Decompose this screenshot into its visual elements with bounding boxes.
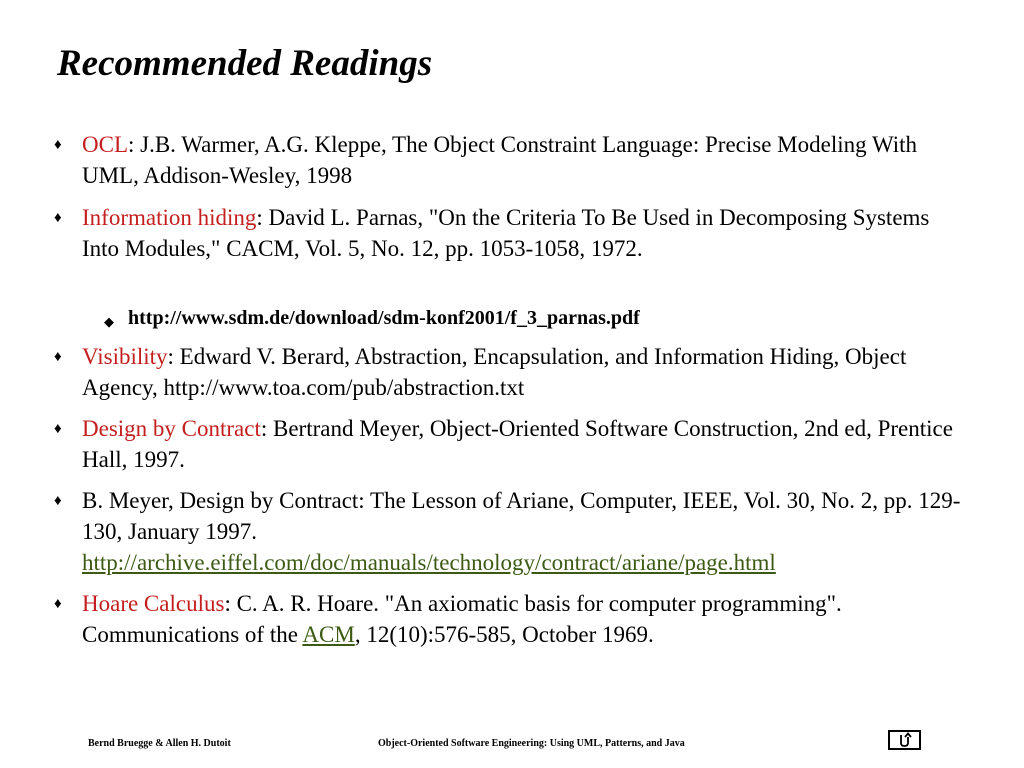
reading-term: OCL xyxy=(82,132,128,157)
reading-item-ariane xyxy=(54,485,962,578)
footer-authors: Bernd Bruegge & Allen H. Dutoit xyxy=(88,738,231,749)
parnas-pdf-url: http://www.sdm.de/download/sdm-konf2001/f_3_parnas.pdf xyxy=(128,307,640,329)
reading-term: Design by Contract xyxy=(82,416,261,441)
return-arrow-icon xyxy=(890,732,919,748)
reading-citation-end: , 12(10):576-585, October 1969. xyxy=(354,622,654,647)
reading-item-ocl xyxy=(54,129,962,191)
ariane-link[interactable]: http://archive.eiffel.com/doc/manuals/technology/contract/ariane/page.html xyxy=(82,550,776,575)
reading-citation: : Bertrand Meyer, Object-Oriented Software Construction, 2nd ed, Prentice Hall, 1997. xyxy=(82,416,953,472)
bullet-icon: ♦ xyxy=(54,596,62,612)
bullet-icon: ♦ xyxy=(54,349,62,365)
reading-citation: B. Meyer, Design by Contract: The Lesson of Ariane, Computer, IEEE, Vol. 30, No. 2, pp. 129-130, January 1997. xyxy=(82,488,961,544)
reading-term: Hoare Calculus xyxy=(82,591,225,616)
reading-item-information-hiding xyxy=(54,202,962,264)
reading-citation: : J.B. Warmer, A.G. Kleppe, The Object Constraint Language: Precise Modeling With UML, Addison-Wesley, 1998 xyxy=(82,132,918,188)
sub-bullet-icon: ◆ xyxy=(104,314,114,329)
reading-citation: : Edward V. Berard, Abstraction, Encapsulation, and Information Hiding, Object Agency, http://www.toa.com/pub/abstraction.txt xyxy=(82,344,907,400)
bullet-icon: ♦ xyxy=(54,493,62,509)
reading-citation: : David L. Parnas, "On the Criteria To Be Used in Decomposing Systems Into Modules," CACM, Vol. 5, No. 12, pp. 1053-1058, 1972. xyxy=(82,205,930,261)
reading-item-design-by-contract xyxy=(54,413,962,475)
reading-citation: : C. A. R. Hoare. "An axiomatic basis for computer programming". Communications of the xyxy=(82,591,842,647)
footer-book-title: Object-Oriented Software Engineering: Using UML, Patterns, and Java xyxy=(378,738,685,749)
bullet-icon: ♦ xyxy=(54,421,62,437)
reading-term: Information hiding xyxy=(82,205,257,230)
return-button[interactable] xyxy=(888,730,921,750)
slide-title: Recommended Readings xyxy=(57,43,433,84)
bullet-icon: ♦ xyxy=(54,210,62,226)
parnas-pdf-subitem xyxy=(104,304,640,332)
reading-term: Visibility xyxy=(82,344,168,369)
reading-item-hoare-calculus xyxy=(54,588,962,650)
bullet-icon: ♦ xyxy=(54,137,62,153)
reading-item-visibility xyxy=(54,341,962,403)
acm-link[interactable]: ACM xyxy=(302,622,355,647)
